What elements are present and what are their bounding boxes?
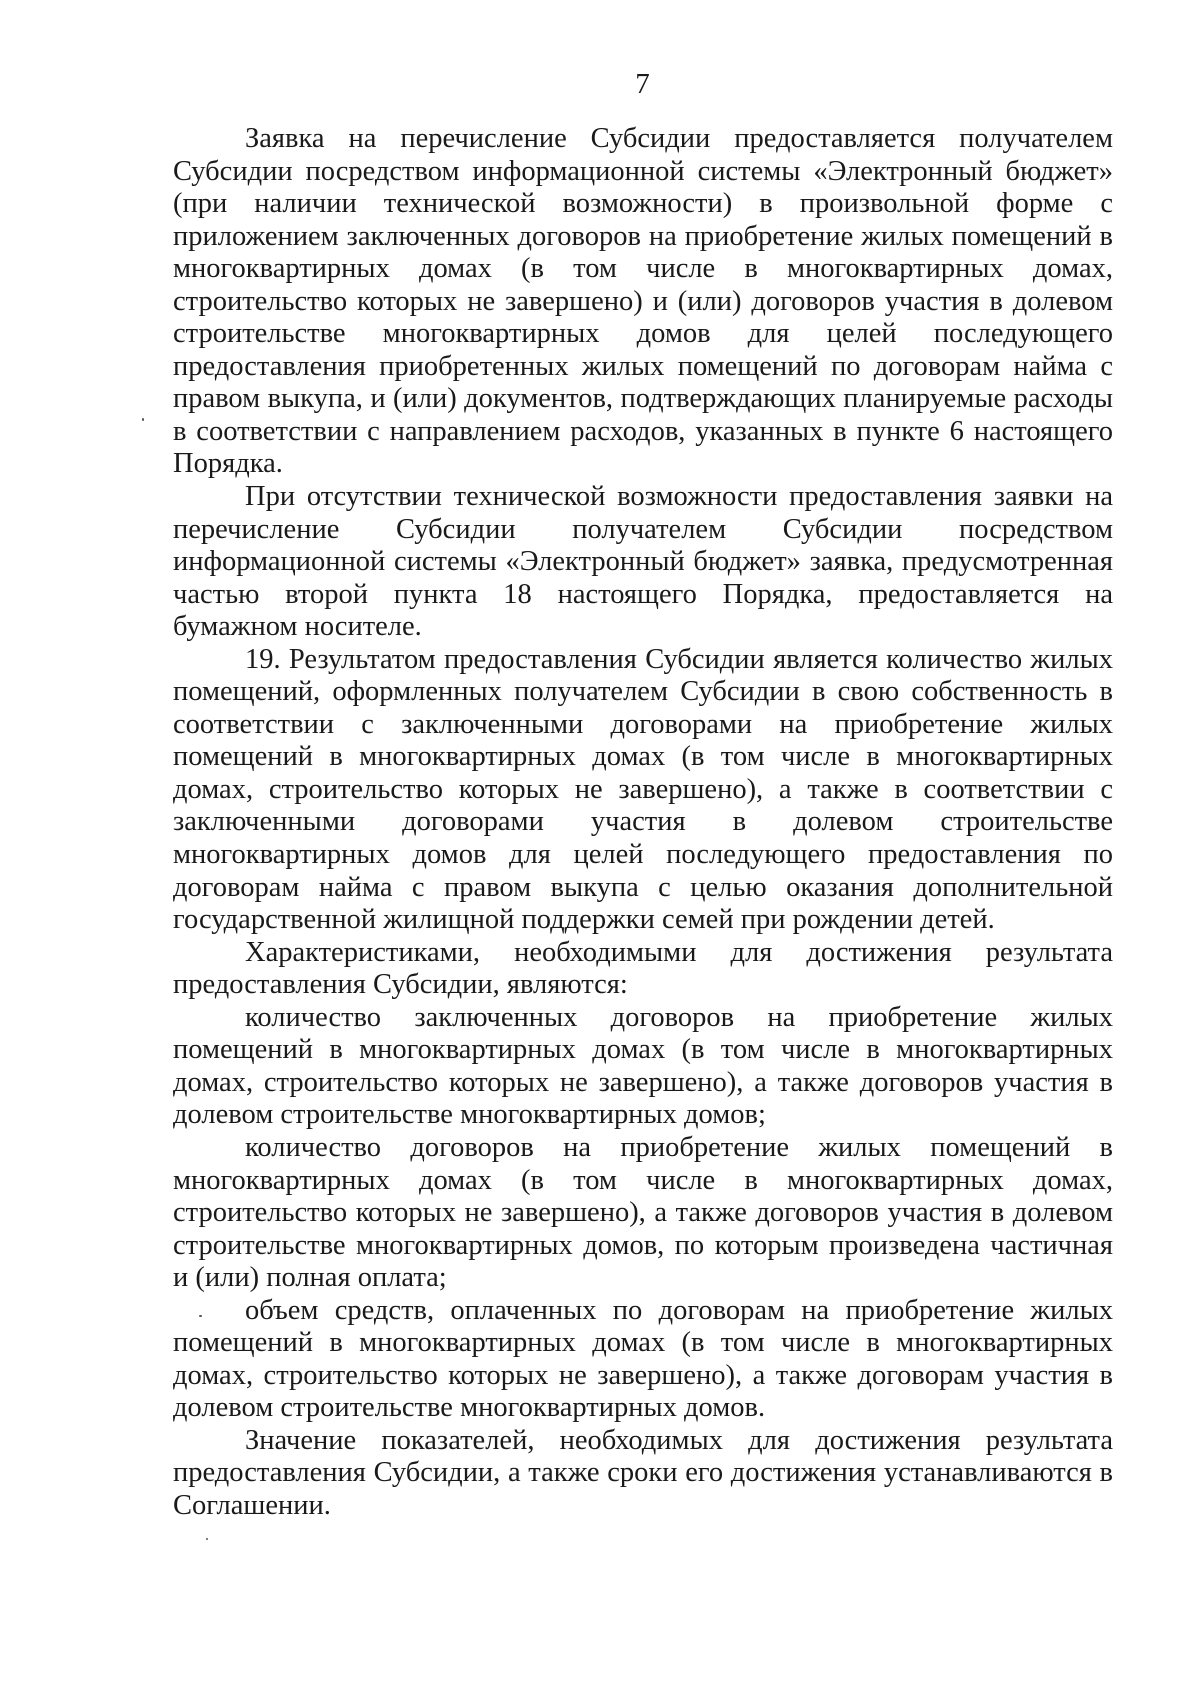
paragraph-result-definition: 19. Результатом предоставления Субсидии является количество жилых помещений, оформленных получателем Субсидии в свою собственность в соответствии с заключенными договорами на приобретение жилых помещений в многоквартирных домах (в том числе в многоквартирных домах, строительство которых не завершено), а также в соответствии с заключенными договорами участия в долевом строительстве многоквартирных домов для целей последующего предоставления по договорам найма с правом выкупа с целью оказания дополнительной государственной жилищной поддержки семей при рождении детей. — [173, 643, 1113, 936]
paragraph-characteristic-paid-contracts: количество договоров на приобретение жилых помещений в многоквартирных домах (в том числе в многоквартирных домах, строительство которых не завершено), а также договоров участия в долевом строительстве многоквартирных домов, по которым произведена частичная и (или) полная оплата; — [173, 1131, 1113, 1294]
scan-speck — [142, 418, 144, 421]
paragraph-characteristic-funds-volume: объем средств, оплаченных по договорам на приобретение жилых помещений в многоквартирных домах (в том числе в многоквартирных домах, строительство которых не завершено), а также договорам участия в долевом строительстве многоквартирных домов. — [173, 1294, 1113, 1424]
paragraph-paper-submission: При отсутствии технической возможности предоставления заявки на перечисление Субсидии получателем Субсидии посредством информационной системы «Электронный бюджет» заявка, предусмотренная частью второй пункта 18 настоящего Порядка, предоставляется на бумажном носителе. — [173, 481, 1113, 643]
paragraph-indicator-values: Значение показателей, необходимых для достижения результата предоставления Субсидии, а также сроки его достижения устанавливаются в Соглашении. — [173, 1424, 1113, 1521]
scan-speck — [199, 1315, 202, 1317]
page-number: 7 — [635, 68, 650, 100]
paragraph-application-submission: Заявка на перечисление Субсидии предоставляется получателем Субсидии посредством информационной системы «Электронный бюджет» (при наличии технической возможности) в произвольной форме с приложением заключенных договоров на приобретение жилых помещений в многоквартирных домах (в том числе в многоквартирных домах, строительство которых не завершено) и (или) договоров участия в долевом строительстве многоквартирных домов для целей последующего предоставления приобретенных жилых помещений по договорам найма с правом выкупа, и (или) документов, подтверждающих планируемые расходы в соответствии с направлением расходов, указанных в пункте 6 настоящего Порядка. — [173, 123, 1113, 480]
document-body — [173, 123, 1113, 1523]
paragraph-characteristic-contracts-count: количество заключенных договоров на приобретение жилых помещений в многоквартирных домах (в том числе в многоквартирных домах, строительство которых не завершено), а также договоров участия в долевом строительстве многоквартирных домов; — [173, 1001, 1113, 1131]
paragraph-characteristics-intro: Характеристиками, необходимыми для достижения результата предоставления Субсидии, являются: — [173, 936, 1113, 1001]
scan-speck — [206, 1538, 208, 1540]
